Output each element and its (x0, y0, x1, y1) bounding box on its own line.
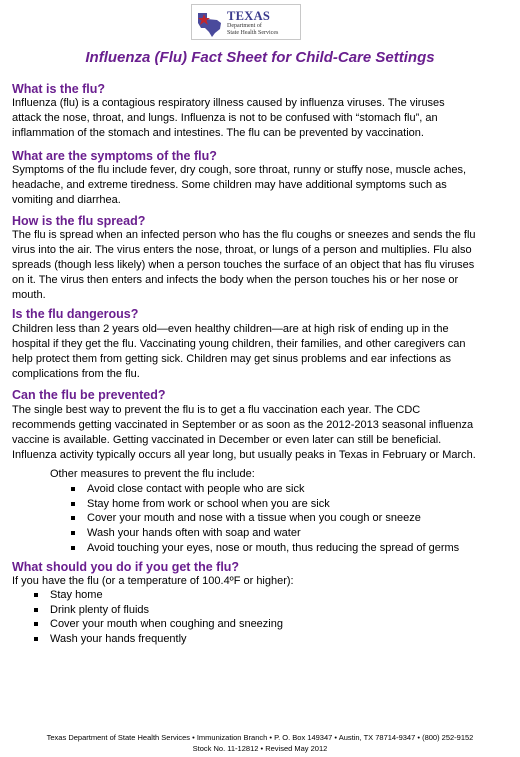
logo-subtitle: Department of State Health Services (227, 23, 279, 36)
bullet-icon (34, 622, 38, 626)
list-item: Cover your mouth and nose with a tissue when you cough or sneeze (87, 511, 459, 526)
bullet-icon (71, 487, 75, 491)
texas-map-icon (195, 8, 225, 38)
list-item: Drink plenty of fluids (50, 603, 283, 618)
list-item: Avoid close contact with people who are sick (87, 482, 459, 497)
prevention-measures-list (87, 482, 459, 556)
bullet-icon (34, 608, 38, 612)
heading-what-to-do: What should you do if you get the flu? (12, 560, 240, 574)
heading-prevention: Can the flu be prevented? (12, 388, 166, 402)
measures-intro: Other measures to prevent the flu include: (50, 468, 255, 480)
list-item: Wash your hands often with soap and water (87, 526, 459, 541)
paragraph-dangerous: Children less than 2 years old—even healthy children—are at high risk of ending up in the hospital if they get the flu. Vaccinating young children, their families, and other caregivers can help protect them from getting sick. Children may get sinus problems and ear infections as complications from the flu. (12, 323, 466, 380)
footer-address: Texas Department of State Health Services • Immunization Branch • P. O. Box 149347 • Austin, TX 78714-9347 • (800) 252-9152 (46, 733, 474, 742)
bullet-icon (71, 546, 75, 550)
bullet-icon (71, 502, 75, 506)
list-item: Stay home (50, 588, 283, 603)
paragraph-symptoms: Symptoms of the flu include fever, dry cough, sore throat, runny or stuffy nose, muscle aches, headache, and extreme tiredness. Some children may have additional symptoms such as vomiting and diarrhea. (12, 164, 467, 206)
page-title: Influenza (Flu) Fact Sheet for Child-Care Settings (85, 49, 435, 66)
paragraph-what-is-flu: Influenza (flu) is a contagious respiratory illness caused by influenza viruses. The viruses attack the nose, throat, and lungs. Influenza is not to be confused with “stomach flu”, an inflammation of the stomach and intestines. The flu can be prevented by vaccination. (12, 97, 445, 139)
list-item: Cover your mouth when coughing and sneezing (50, 617, 283, 632)
footer-stock-number: Stock No. 11-12812 • Revised May 2012 (192, 744, 328, 753)
paragraph-spread: The flu is spread when an infected person who has the flu coughs or sneezes and sends the flu virus into the air. The virus enters the nose, throat, or lungs of a person and multiplies. Flu also spreads (though less likely) when a person touches the surface of an object that has flu viruses on it. The virus then enters and infects the body when the person touches his or her nose or mouth. (12, 229, 476, 301)
todo-list (50, 588, 283, 647)
heading-what-is-flu: What is the flu? (12, 82, 106, 96)
heading-dangerous: Is the flu dangerous? (12, 307, 139, 321)
list-item: Avoid touching your eyes, nose or mouth, thus reducing the spread of germs (87, 541, 459, 556)
todo-intro: If you have the flu (or a temperature of 100.4ºF or higher): (12, 575, 294, 587)
list-item: Stay home from work or school when you are sick (87, 497, 459, 512)
logo-name: TEXAS (227, 9, 271, 23)
bullet-icon (34, 637, 38, 641)
dshs-logo (191, 4, 301, 40)
heading-spread: How is the flu spread? (12, 214, 146, 228)
bullet-icon (71, 516, 75, 520)
heading-symptoms: What are the symptoms of the flu? (12, 149, 217, 163)
bullet-icon (34, 593, 38, 597)
list-item: Wash your hands frequently (50, 632, 283, 647)
paragraph-prevention: The single best way to prevent the flu is to get a flu vaccination each year. The CDC recommends getting vaccinated in September or as soon as the 2012-2013 seasonal influenza vaccine is available. Getting vaccinated in December or even later can still be beneficial. Influenza activity typically occurs all year long, but usually peaks in Texas in February or March. (12, 404, 476, 461)
bullet-icon (71, 531, 75, 535)
